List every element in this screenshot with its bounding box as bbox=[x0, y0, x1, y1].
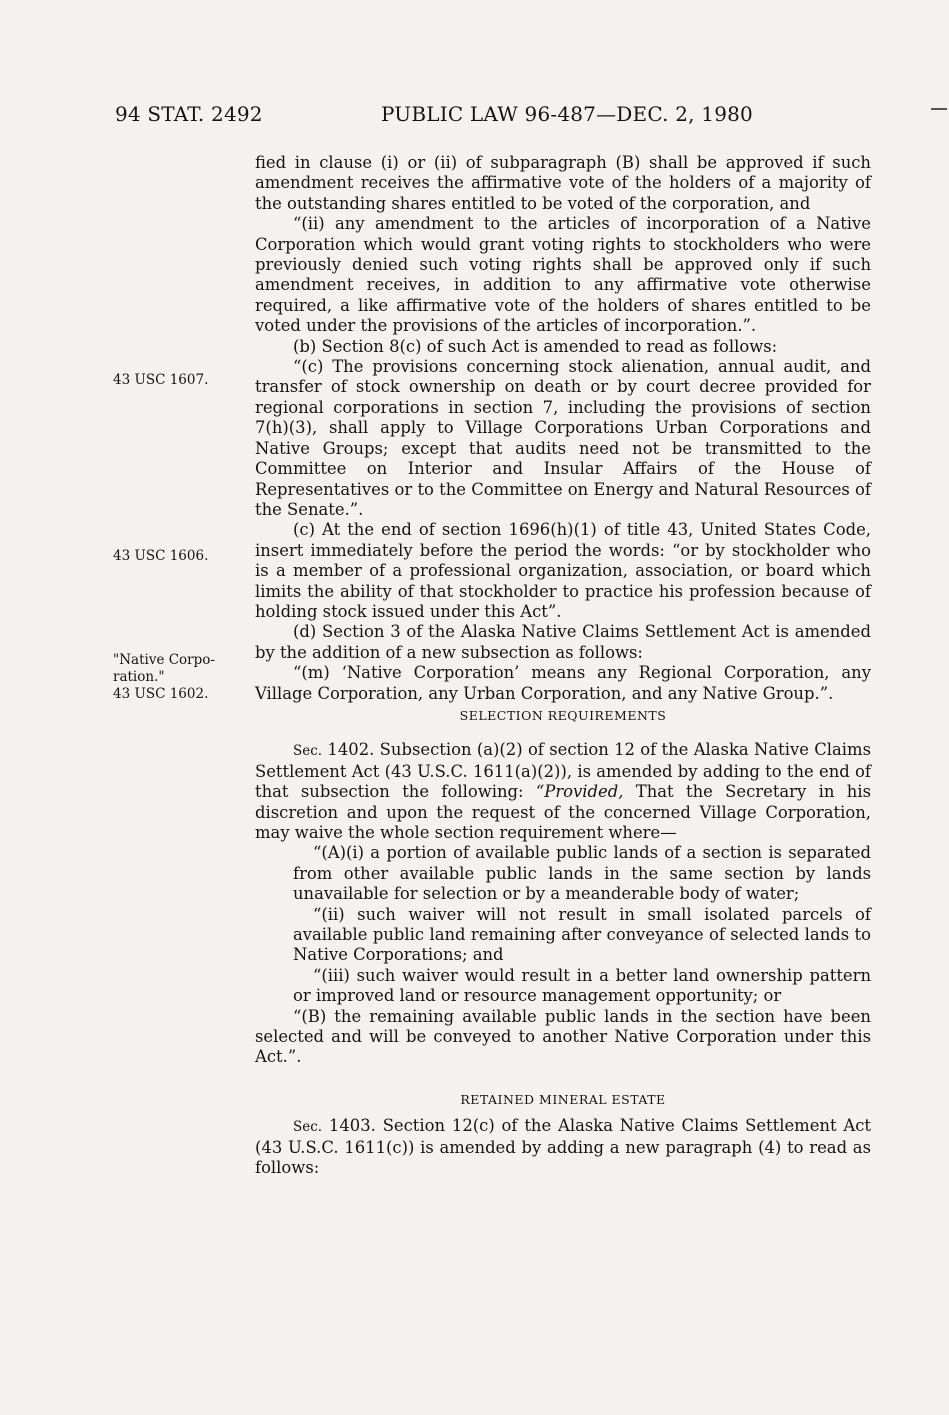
clause-ii: “(ii) such waiver will not result in small isolated parcels of available public land remaining after conveyance of selected lands to Native Corporations; and bbox=[293, 904, 871, 965]
body-text bbox=[255, 153, 871, 1179]
sec-1402-text: 1402. Subsection (a)(2) of section 12 of the Alaska Native Claims Settlement Act (43 U.S.C. 1611(a)(2)), is amended by adding to the end of that subsection the following: bbox=[255, 740, 871, 802]
running-head bbox=[115, 102, 875, 132]
clause-b: “(B) the remaining available public lands in the section have been selected and will be conveyed to another Native Corporation under this Act.”. bbox=[255, 1006, 871, 1067]
paragraph-subsection-c: “(c) The provisions concerning stock alienation, annual audit, and transfer of stock ownership on death or by court decree provided for regional corporations in section 7, including the provisions of section 7(h)(3), shall apply to Village Corporations Urban Corporations and Native Groups; except that audits need not be transmitted to the Committee on Interior and Insular Affairs of the House of Representatives or to the Committee on Energy and Natural Resources of the Senate.”. bbox=[255, 357, 871, 519]
provided-text: “Provided, bbox=[535, 782, 624, 802]
paragraph-section-c: (c) At the end of section 1696(h)(1) of title 43, United States Code, insert immediately before the period the words: “or by stockholder who is a member of a professional organization, association, or board which limits the ability of that stockholder to practice his profession because of holding stock issued under this Act”. bbox=[255, 520, 871, 621]
paragraph-subsection-m: “(m) ‘Native Corporation’ means any Regional Corporation, any Village Corporation, any Urban Corporation, and any Native Group.”. bbox=[255, 663, 871, 703]
paragraph-sec-1402 bbox=[255, 740, 871, 843]
sec-1403-text: 1403. Section 12(c) of the Alaska Native Claims Settlement Act (43 U.S.C. 1611(c)) is amended by adding a new paragraph (4) to read as follows: bbox=[255, 1116, 871, 1178]
sec-label: Sec. bbox=[293, 1119, 323, 1136]
paragraph-continuation: fied in clause (i) or (ii) of subparagraph (B) shall be approved if such amendment receives the affirmative vote of the holders of a majority of the outstanding shares entitled to be voted of the corporation, and bbox=[255, 153, 871, 213]
paragraph-section-d: (d) Section 3 of the Alaska Native Claims Settlement Act is amended by the addition of a new subsection as follows: bbox=[255, 622, 871, 662]
margin-note-usc-1607: 43 USC 1607. bbox=[113, 372, 209, 388]
margin-note-line: "Native Corpo- bbox=[113, 652, 215, 668]
sec-1402-text-2: That the Secretary in his discretion and upon the request of the concerned Village Corporation, may waive the whole section requirement where— bbox=[255, 782, 871, 842]
stat-page-number: 94 STAT. 2492 bbox=[115, 102, 263, 126]
sec-label: Sec. bbox=[293, 743, 323, 760]
clause-iii: “(iii) such waiver would result in a better land ownership pattern or improved land or resource management opportunity; or bbox=[293, 965, 871, 1006]
paragraph-clause-ii: “(ii) any amendment to the articles of incorporation of a Native Corporation which would grant voting rights to stockholders who were previously denied such voting rights shall be approved only if such amendment receives, in addition to any affirmative vote otherwise required, a like affirmative vote of the holders of shares entitled to be voted under the provisions of the articles of incorporation.”. bbox=[255, 214, 871, 336]
margin-note-usc-1606: 43 USC 1606. bbox=[113, 548, 209, 564]
heading-retained-mineral-estate: RETAINED MINERAL ESTATE bbox=[460, 1091, 666, 1107]
margin-note-line: ration." bbox=[113, 669, 165, 685]
clause-a-i: “(A)(i) a portion of available public lands of a section is separated from other available public lands in the same section by lands unavailable for selection or by a meanderable body of water; bbox=[293, 843, 871, 904]
margin-note-native-corporation bbox=[113, 652, 243, 703]
edge-mark bbox=[931, 108, 947, 110]
heading-selection-requirements: SELECTION REQUIREMENTS bbox=[459, 707, 667, 723]
paragraph-sec-1403 bbox=[255, 1116, 871, 1178]
paragraph-section-b: (b) Section 8(c) of such Act is amended to read as follows: bbox=[293, 336, 778, 356]
running-title: PUBLIC LAW 96-487—DEC. 2, 1980 bbox=[381, 102, 753, 126]
margin-note-line: 43 USC 1602. bbox=[113, 686, 209, 702]
